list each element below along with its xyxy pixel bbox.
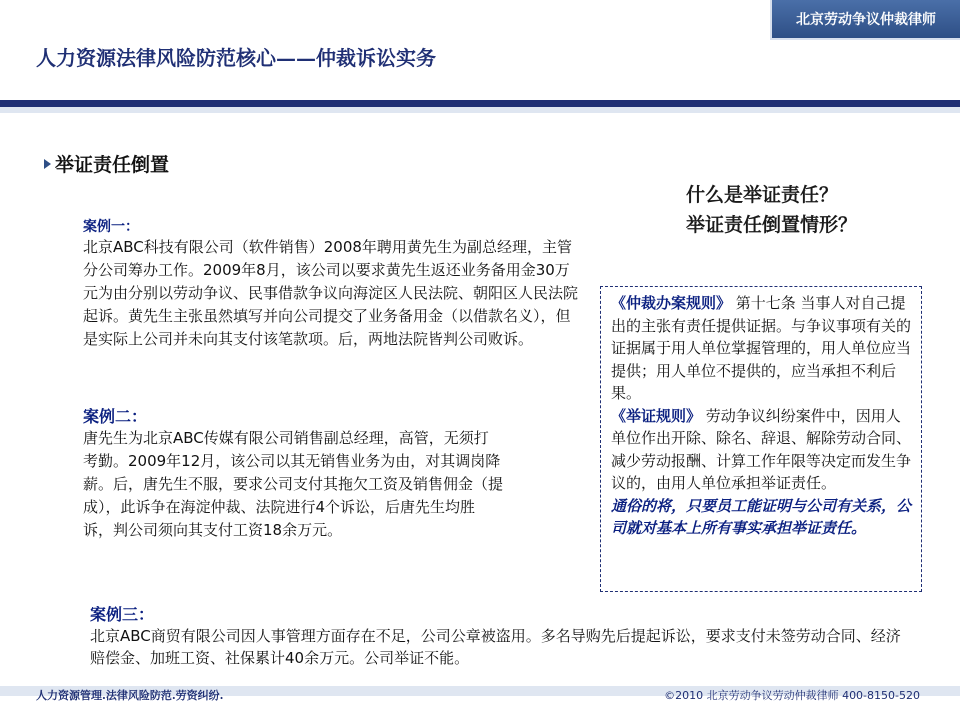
question-1: 什么是举证责任？: [686, 184, 839, 206]
rule-2-text: 劳动争议纠纷案件中，因用人单位作出开除、除名、辞退、解除劳动合同、减少劳动报酬、计算工作年限等决定而发生争议的，由用人单位承担举证责任。: [611, 406, 912, 492]
section-title-text: 举证责任倒置: [55, 154, 170, 176]
case-2-text: 唐先生为北京ABC传媒有限公司销售副总经理，高管，无须打考勤。2009年12月，该公司以其无销售业务为由，对其调岗降薪。后，唐先生不服，要求公司支付其拖欠工资及销售佣金（提成），此诉争在海淀仲裁、法院进行4个诉讼，后唐先生均胜诉，判公司须向其支付工资18余万元。: [83, 429, 504, 539]
legal-rules-box: [600, 286, 922, 592]
rule-summary: 通俗的将，只要员工能证明与公司有关系，公司就对基本上所有事实承担举证责任。: [611, 496, 912, 537]
footer-tagline: 人力资源管理.法律风险防范.劳资纠纷.: [36, 689, 224, 702]
case-3-text: 北京ABC商贸有限公司因人事管理方面存在不足，公司公章被盗用。多名导购先后提起诉讼，要求支付未签劳动合同、经济赔偿金、加班工资、社保累计40余万元。公司举证不能。: [90, 627, 901, 667]
case-3-heading: 案例三：: [90, 605, 155, 624]
question-2: 举证责任倒置情形？: [686, 214, 858, 236]
brand-badge: 北京劳动争议仲裁律师: [770, 0, 960, 40]
case-1: [83, 216, 583, 351]
rule-1-text: 第十七条 当事人对自己提出的主张有责任提供证据。与争议事项有关的证据属于用人单位掌握管理的，用人单位应当提供；用人单位不提供的，应当承担不利后果。: [611, 294, 912, 402]
rule-2-name: 《举证规则》: [611, 406, 702, 425]
header-band: [0, 107, 960, 113]
case-3: [90, 602, 910, 669]
header-divider: [0, 100, 960, 107]
section-title: [44, 150, 169, 177]
footer-copyright: ©2010 北京劳动争议劳动仲裁律师 400-8150-520: [664, 689, 920, 702]
rule-1: [611, 292, 913, 405]
question-block: [686, 180, 857, 240]
case-1-heading: 案例一：: [83, 219, 139, 235]
rule-2: [611, 405, 913, 495]
case-2: [83, 404, 503, 542]
page-title: 人力资源法律风险防范核心——仲裁诉讼实务: [36, 46, 436, 70]
case-2-heading: 案例二：: [83, 407, 148, 426]
case-1-text: 北京ABC科技有限公司（软件销售）2008年聘用黄先生为副总经理，主管分公司筹办工作。2009年8月，该公司以要求黄先生返还业务备用金30万元为由分别以劳动争议、民事借款争议向海淀区人民法院、朝阳区人民法院起诉。黄先生主张虽然填写并向公司提交了业务备用金（以借款名义），但是实际上公司并未向其支付该笔款项。后，两地法院皆判公司败诉。: [83, 238, 579, 348]
rule-1-name: 《仲裁办案规则》: [611, 294, 732, 312]
triangle-bullet-icon: [44, 159, 51, 169]
